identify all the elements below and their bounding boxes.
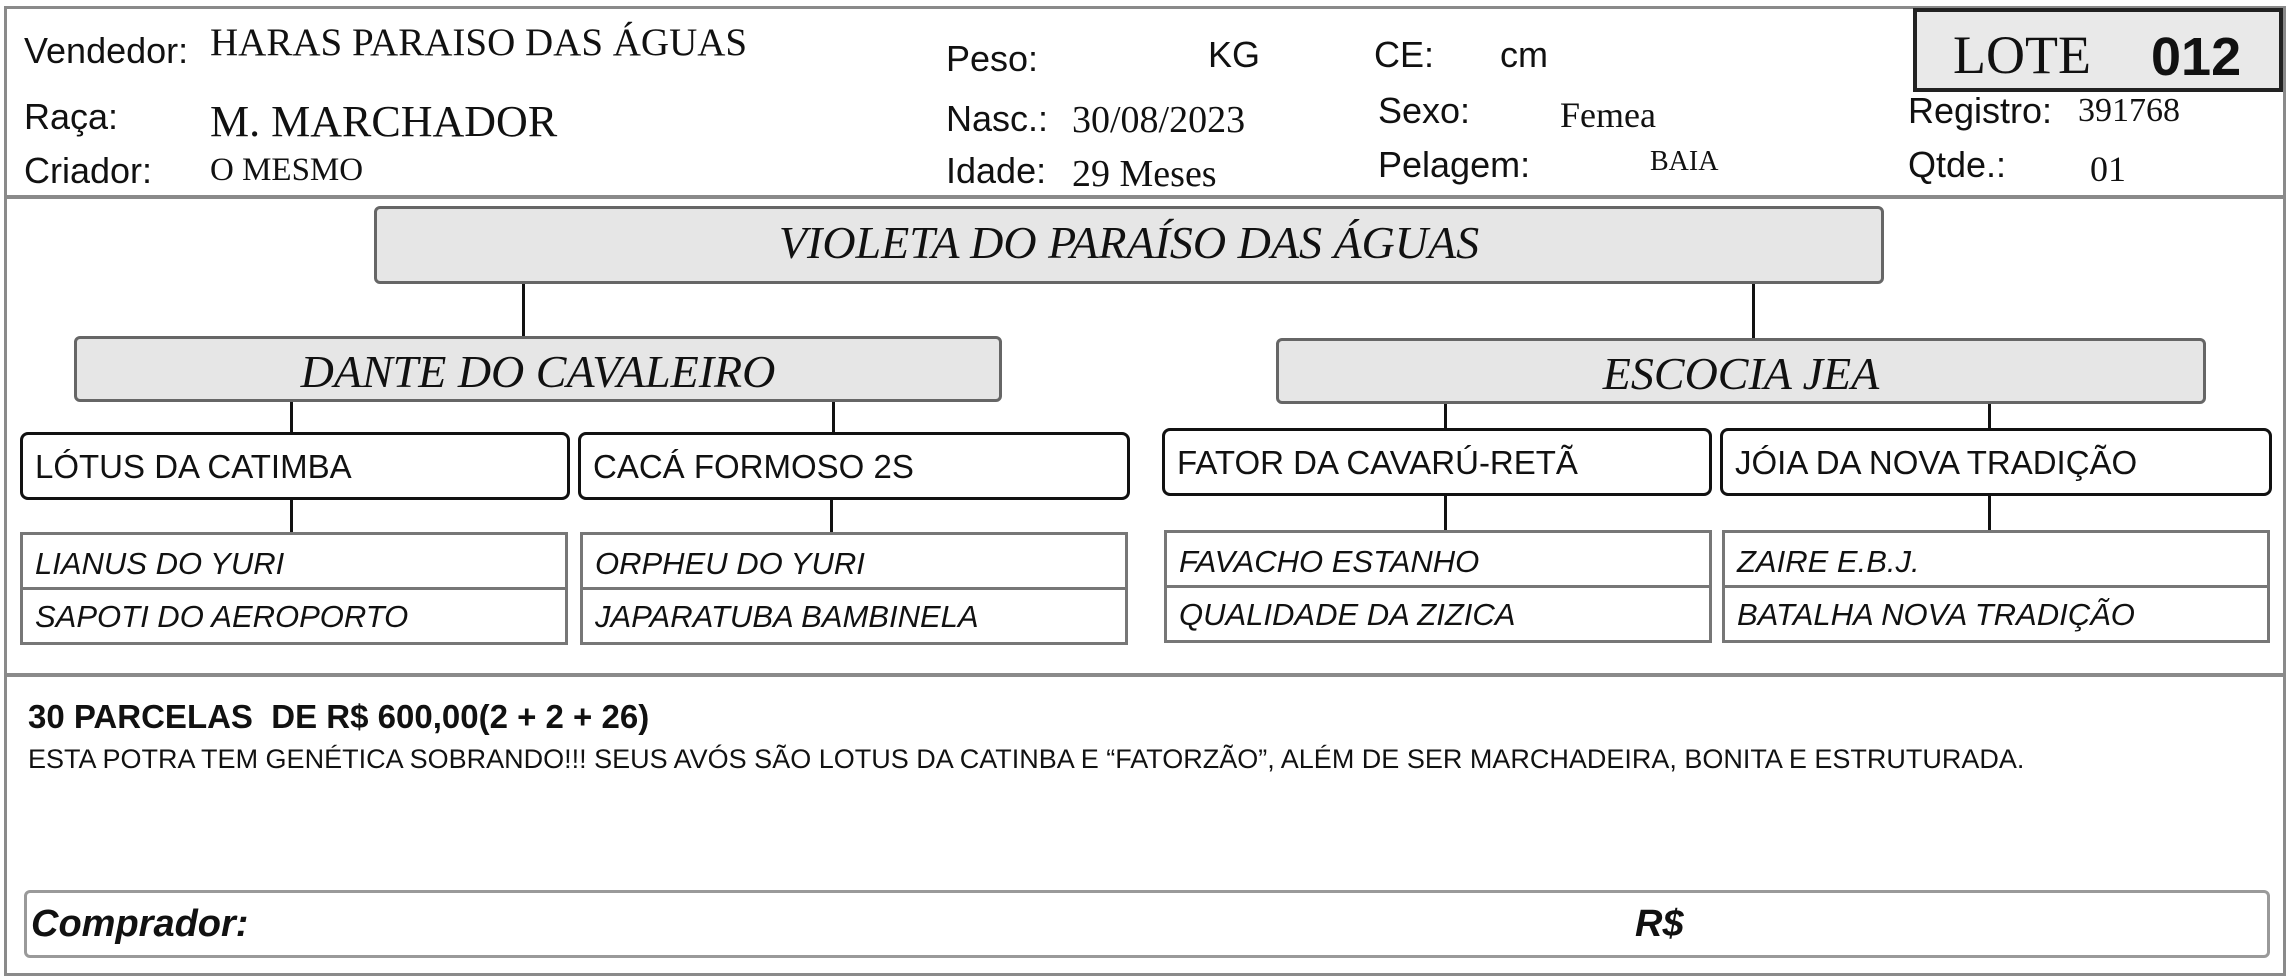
registro-value: 391768 [2078, 92, 2180, 129]
great-grandparent-name: LIANUS DO YURI [35, 546, 285, 581]
grandsire-maternal: FATOR DA CAVARÚ-RETÃ [1177, 444, 1578, 481]
animal-name-box [374, 206, 1884, 284]
nasc-value: 30/08/2023 [1072, 99, 1246, 141]
raca-label: Raça: [24, 96, 119, 137]
great-grandparent-name: ZAIRE E.B.J. [1737, 544, 1920, 579]
granddam-maternal-box [1720, 428, 2272, 496]
granddam-maternal: JÓIA DA NOVA TRADIÇÃO [1735, 444, 2138, 481]
qtde-value: 01 [2090, 149, 2126, 189]
connector-line [1752, 282, 1755, 340]
grandsire-maternal-box [1162, 428, 1712, 496]
nasc-label: Nasc.: [946, 98, 1049, 139]
sire-name: DANTE DO CAVALEIRO [300, 346, 776, 397]
sexo-value: Femea [1560, 95, 1656, 135]
great-grandparent-name: JAPARATUBA BAMBINELA [595, 599, 979, 634]
animal-name: VIOLETA DO PARAÍSO DAS ÁGUAS [778, 217, 1480, 268]
buyer-field[interactable] [24, 890, 2270, 958]
peso-label: Peso: [946, 38, 1039, 79]
criador-value: O MESMO [210, 152, 364, 188]
connector-line [1444, 496, 1447, 532]
peso-unit: KG [1208, 34, 1261, 75]
sire-box [74, 336, 1002, 402]
great-grandparent-box [580, 587, 1128, 645]
great-grandparent-box [20, 587, 568, 645]
great-grandparent-name: SAPOTI DO AEROPORTO [35, 599, 409, 634]
connector-line [290, 498, 293, 534]
granddam-paternal: CACÁ FORMOSO 2S [593, 448, 914, 485]
dam-name: ESCOCIA JEA [1602, 348, 1880, 399]
great-grandparent-name: BATALHA NOVA TRADIÇÃO [1737, 597, 2135, 632]
grandsire-paternal-box [20, 432, 570, 500]
great-grandparent-box [20, 532, 568, 590]
vendedor-label: Vendedor: [24, 30, 189, 71]
connector-line [832, 400, 835, 434]
great-grandparent-name: QUALIDADE DA ZIZICA [1179, 597, 1516, 632]
ce-label: CE: [1374, 34, 1435, 75]
raca-value: M. MARCHADOR [210, 97, 558, 146]
great-grandparent-box [1722, 585, 2270, 643]
comprador-label: Comprador: [31, 903, 249, 945]
connector-line [830, 498, 833, 534]
great-grandparent-box [580, 532, 1128, 590]
great-grandparent-box [1722, 530, 2270, 588]
idade-label: Idade: [946, 150, 1047, 191]
grandsire-paternal: LÓTUS DA CATIMBA [35, 448, 352, 485]
qtde-label: Qtde.: [1908, 144, 2007, 185]
vendedor-value: HARAS PARAISO DAS ÁGUAS [210, 21, 748, 64]
connector-line [290, 400, 293, 434]
great-grandparent-name: ORPHEU DO YURI [595, 546, 865, 581]
pelagem-value: BAIA [1650, 146, 1719, 177]
payment-terms: 30 PARCELAS DE R$ 600,00(2 + 2 + 26) [28, 698, 650, 735]
lote-number: 012 [2151, 27, 2242, 87]
dam-box [1276, 338, 2206, 404]
connector-line [1988, 496, 1991, 532]
criador-label: Criador: [24, 150, 153, 191]
registro-label: Registro: [1908, 90, 2053, 131]
granddam-paternal-box [578, 432, 1130, 500]
sexo-label: Sexo: [1378, 90, 1471, 131]
lot-box [1913, 8, 2283, 92]
great-grandparent-box [1164, 585, 1712, 643]
connector-line [522, 282, 525, 340]
pelagem-label: Pelagem: [1378, 144, 1531, 185]
lote-label: LOTE [1953, 25, 2091, 85]
ce-unit: cm [1500, 34, 1548, 75]
currency-label: R$ [1635, 903, 1684, 945]
great-grandparent-name: FAVACHO ESTANHO [1179, 544, 1480, 579]
great-grandparent-box [1164, 530, 1712, 588]
lot-description: ESTA POTRA TEM GENÉTICA SOBRANDO!!! SEUS AVÓS SÃO LOTUS DA CATINBA E “FATORZÃO”, ALÉM DE SER MARCHADEIRA, BONITA E ESTRUTURADA. [28, 744, 2025, 774]
idade-value: 29 Meses [1072, 153, 1217, 195]
